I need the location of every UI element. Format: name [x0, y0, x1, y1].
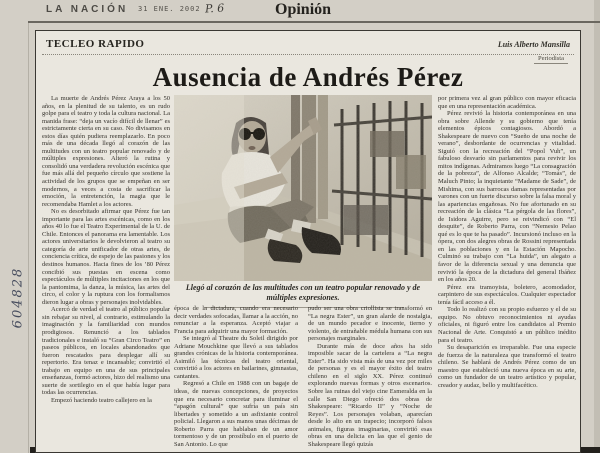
body-column-4: [438, 95, 576, 451]
body-column-1: [42, 95, 170, 451]
kicker-rule: [42, 54, 574, 55]
body-column-2: [174, 305, 298, 451]
handwritten-page-number: P. 6: [204, 1, 225, 16]
body-column-3: [308, 305, 432, 451]
paragraph: por primera vez al gran público con mayor eficacia que en una representación académica.: [438, 95, 576, 110]
article-clipping: [35, 30, 581, 453]
paragraph: época de la dictadura, cuando era necesario decir verdades sofocadas, llamar a la acción, no renunciar a la esperanza. Aceptó viajar a Francia para adquirir una mayor formación.: [174, 305, 298, 335]
clipping-left-edge: [28, 21, 29, 453]
paragraph: Durante más de doce años ha sido imposible sacar de la cartelera a “La negra Ester”. Ha sido vista más de una vez por miles de personas y es el mayor éxito del teatro chileno en el siglo XX. Pérez continuó explorando nuevas formas y otros escenarios. Sobre las ruinas del viejo cine Esmeralda en la calle San Diego ofreció dos obras de Shakespeare: “Ricardo II” y “Noche de Reyes”. Los personajes volaban, aparecían desde lo alto en un trapecio; incorporó falsos animales, figuras imaginarias, convirtió esas obras en una delicia en las que el genio de Shakespeare llegó quizás: [308, 342, 432, 448]
paragraph: pudo ser una obra criollista se transformó en “La negra Ester”, un gran alarde de nostalgia, de un mundo pecador e inocente, tierno y violento, de entrañable médula humana con sus personajes marginales.: [308, 305, 432, 343]
publication-masthead: LA NACIÓN: [46, 4, 129, 15]
paragraph: Regresó a Chile en 1988 con un bagaje de ideas, de nuevas concepciones, de proyectos que era necesario concretar para iluminar el “apagón cultural” que sufría un país sin libertades y sometido a un asfixiante control policial. Llegaron a sus manos unas décimas de Roberto Parra que hablaban de un amor tormentoso y de un prostíbulo en el puerto de San Antonio. Lo que: [174, 380, 298, 448]
section-title: Opinión: [275, 1, 332, 18]
column-kicker: TECLEO RAPIDO: [46, 38, 145, 50]
paragraph: Se integró al Theatre du Soleil dirigido por Adriane Mouchkine que llevó a sus tablados grandes crónicas de la historia contemporánea. Asimiló las técnicas del teatro oriental, convirtió a los actores en bailarines, gimnastas, cantantes.: [174, 335, 298, 380]
paragraph: No es desorbitado afirmar que Pérez fue tan importante para las artes escénicas, como en los años 40 lo fue el Teatro Experimental de la U. de Chile. Entonces el panorama era lamentable. Los actores universitarios le devolvieron al teatro su categoría de arte unificador de otras artes, de conciencia crítica, de espejo de las pasiones y los destinos humanos. Hacia fines de los ’80 Pérez concibió sus puestas en escena como espectáculos de múltiples incitaciones en los que la pantomima, la danza, la música, las artes del circo, el color y la ruptura con los formalismos dieron lugar a obras y personajes inolvidables.: [42, 208, 170, 306]
paragraph: Empezó haciendo teatro callejero en la: [51, 396, 152, 404]
byline-role: Periodista: [534, 55, 568, 64]
paragraph: Su desaparición es irreparable. Fue una especie de fuerza de la naturaleza que transformó el teatro chileno. Se hablará de Andrés Pérez como de un maestro que estableció una nueva época en su arte, como un fundador de un teatro artístico y popular, creador y audaz, bello y multifacético.: [438, 344, 576, 389]
byline-author: Luis Alberto Mansilla: [497, 40, 570, 49]
article-photo: [174, 95, 432, 281]
header-rule: [28, 21, 600, 23]
photo-caption: Llegó al corazón de las multitudes con un teatro popular renovado y de múltiples expresiones.: [185, 283, 421, 302]
paragraph: Todo lo realizó con su propio esfuerzo y el de su equipo. No obtuvo reconocimientos ni ayudas oficiales, ni figuró entre los candidatos al Premio Nacional de Arte. Conquistó a un público inédito para el teatro.: [438, 306, 576, 344]
article-headline: Ausencia de Andrés Pérez: [152, 62, 464, 92]
paragraph: La muerte de Andrés Pérez Araya a los 50 años, en la plenitud de su talento, es un rudo golpe para el teatro y toda la cultura nacional. La manida frase: “deja un vacío difícil de llenar” es estrictamente cierta en su caso. No divisamos en estos días quién pudiera reemplazarlo. En poco más de una década llegó al corazón de las multitudes con un teatro popular renovado y de múltiples expresiones. Alteró la rutina y consolidó una verdadera revolución escénica que fue más allá del pequeño círculo que sostiene la actividad de los grupos que se empeñan en ser modernos, a veces a costa de sacrificar la emoción, la entretención, la magia que le recomendaba Hamlet a los actores.: [42, 95, 170, 208]
scan-right-shadow: [594, 0, 600, 453]
date-stamp: 31 ENE. 2002: [138, 5, 201, 13]
photo-illustration: [174, 95, 432, 281]
handwritten-archive-number: 604828: [10, 266, 26, 329]
paragraph: Pérez era tramoyista, boletero, acomodador, carpintero de sus espectáculos. Cualquier espectador tenía fácil acceso a él.: [438, 283, 576, 306]
paragraph: Acercó de verdad el teatro al público popular sin rebajar su nivel, al contrario, estimulando la imaginación y la familiaridad con mundos prodigiosos. Renunció a los tablados tradicionales e instaló su “Gran Circo Teatro” en paseos públicos, en locales abandonados que fueron rescatados para desplegar allí su repertorio. Era tenaz e incansable; convirtió el trabajo en equipo en una de sus principales enseñanzas, formó actores, hizo del realismo una suerte de sortilegio en el que había lugar para todas las ocurrencias.: [42, 306, 170, 397]
paragraph: Pérez revivió la historia contemporánea en una obra sobre Allende y su gobierno que tenía elementos épicos contagiosos. Abordó a Shakespeare de nuevo con “Sueño de una noche de verano”, desbordante de ocurrencias y vitalidad. Siguió con la recreación del “Popol Vuh”, un fabuloso desvarío sin parlamentos para revivir los mitos indígenas. Admiramos luego “La consagración de la pobreza”, de Alfonso Alcalde; “Tomás”, de Maluch Pinto; la inquietante “Madame de Sade”, de Mishima, con sus barrocas damas representadas por varones con un fuerte discurso sobre la falsa moral y las apariencias engañosas. No fue afortunado en su recreación de la clásica “La pérgola de las flores”, de Isidora Aguirre, pero se reivindicó con “El desquite”, de Roberto Parra, con “Nemesio Pelao qué es lo que te ha pasado”. Incursionó incluso en la ópera, con dos alegres obras de Rossini representada en las poblaciones y en la Estación Mapocho. Culminó su trabajo con “La huida”, un alegato a favor de la diferencia sexual y una denuncia que revivió la época de la dictadura del general Ibáñez en los años 20.: [438, 110, 576, 284]
